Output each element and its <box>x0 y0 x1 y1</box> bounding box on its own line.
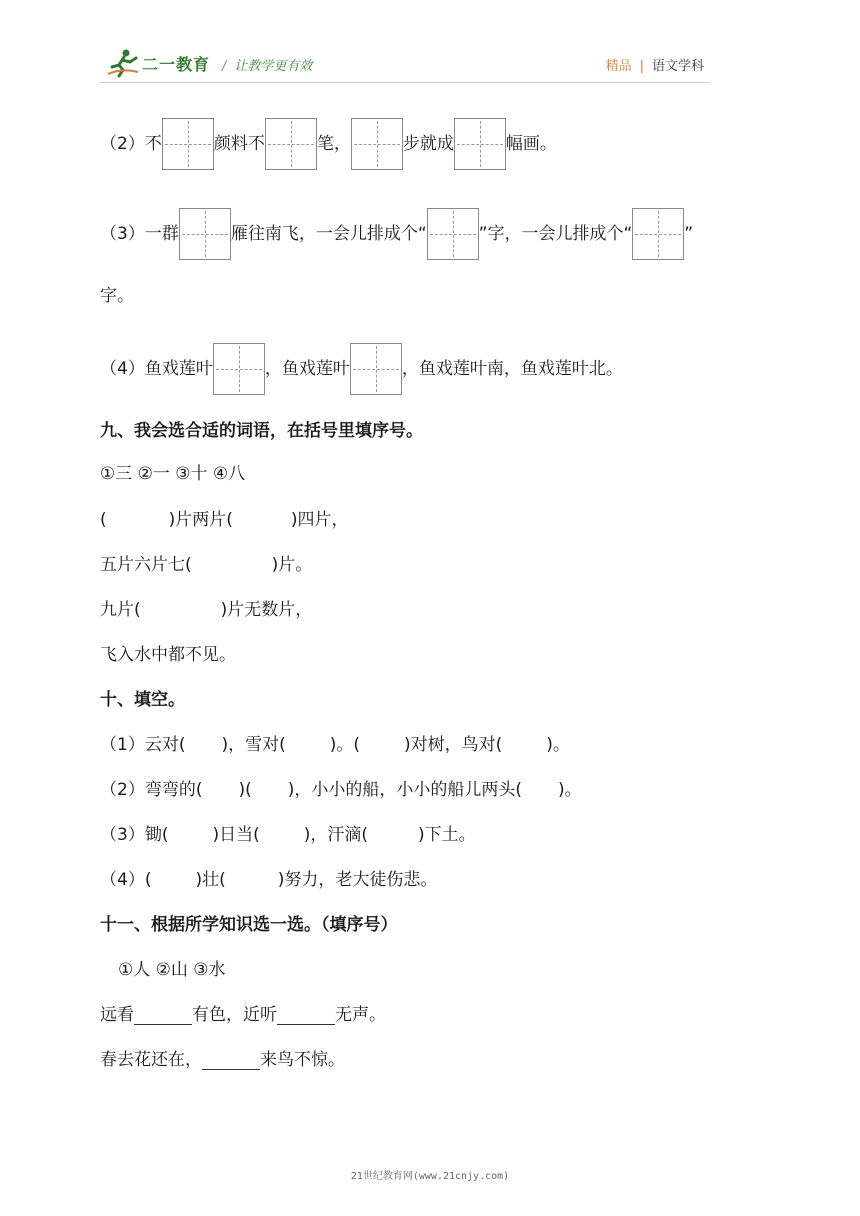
slogan <box>222 55 312 74</box>
header-rule <box>100 82 710 83</box>
text: 颜料不 <box>213 134 265 154</box>
text: 九片( <box>100 600 141 620</box>
premium-label: 精品 <box>605 59 632 74</box>
text: 笔， <box>316 134 351 154</box>
text: 有色，近听 <box>192 1005 277 1025</box>
q10-title: 十、填空。 <box>100 690 185 710</box>
q11-line-2 <box>100 1048 345 1072</box>
text: )片两片( <box>168 510 233 530</box>
q8-line-4 <box>100 343 623 395</box>
text: （2）弯弯的( <box>100 780 203 800</box>
text: 五片六片七( <box>100 555 192 575</box>
answer-blank[interactable] <box>277 1006 335 1025</box>
header-divider: | <box>639 59 644 74</box>
q11-title: 十一、根据所学知识选一选。（填序号） <box>100 915 398 935</box>
text: （3）一群 <box>100 224 179 244</box>
brand-logo <box>106 48 236 80</box>
text: 步就成 <box>402 134 454 154</box>
text: )日当( <box>212 825 260 845</box>
text: ，鱼戏莲叶南，鱼戏莲叶北。 <box>401 359 623 379</box>
tianzige-box[interactable] <box>454 118 506 170</box>
text: )，汗滴( <box>303 825 368 845</box>
text: )，雪对( <box>221 735 286 755</box>
text: )对树，鸟对( <box>403 735 503 755</box>
q9-line-4: 飞入水中都不见。 <box>100 645 236 665</box>
tianzige-box[interactable] <box>213 343 265 395</box>
q10-line-4 <box>100 868 437 892</box>
tianzige-box[interactable] <box>351 118 403 170</box>
text: ( <box>100 510 107 530</box>
text: 雁往南飞，一会儿排成个“ <box>230 224 427 244</box>
text: 无声。 <box>335 1005 386 1025</box>
text: （4）( <box>100 870 152 890</box>
slogan-separator: / <box>222 59 227 74</box>
answer-blank[interactable] <box>134 1006 192 1025</box>
slogan-text: 让教学更有效 <box>234 59 313 74</box>
tianzige-box[interactable] <box>265 118 317 170</box>
text: （3）锄( <box>100 825 169 845</box>
text: )四片， <box>290 510 349 530</box>
text: )。 <box>557 780 582 800</box>
q10-line-3 <box>100 823 476 847</box>
subject-text: 语文学科 <box>651 59 704 74</box>
text: （2）不 <box>100 134 162 154</box>
q9-options: ①三 ②一 ③十 ④八 <box>100 464 246 484</box>
tianzige-box[interactable] <box>427 208 479 260</box>
q8-line-3-cont: 字。 <box>100 286 134 306</box>
text: )片无数片， <box>220 600 313 620</box>
text: 幅画。 <box>505 134 557 154</box>
answer-blank[interactable] <box>202 1051 260 1070</box>
tianzige-box[interactable] <box>162 118 214 170</box>
tianzige-box[interactable] <box>350 343 402 395</box>
text: )( <box>238 780 252 800</box>
text: )片。 <box>271 555 313 575</box>
logo-text: 二一教育 <box>142 55 211 74</box>
text: )壮( <box>195 870 226 890</box>
text: （1）云对( <box>100 735 186 755</box>
text: ”字，一会儿排成个“ <box>478 224 633 244</box>
text: )努力，老大徒伤悲。 <box>277 870 438 890</box>
q9-line-1 <box>100 508 349 532</box>
runner-logo-icon <box>106 48 140 78</box>
q11-options: ①人 ②山 ③水 <box>118 960 226 980</box>
text: 远看 <box>100 1005 134 1025</box>
q9-title: 九、我会选合适的词语，在括号里填序号。 <box>100 421 423 441</box>
text: 春去花还在， <box>100 1050 202 1070</box>
page-header <box>100 48 710 82</box>
q9-line-3 <box>100 598 312 622</box>
text: ，鱼戏莲叶 <box>264 359 350 379</box>
text: )，小小的船，小小的船儿两头( <box>287 780 522 800</box>
text: )下土。 <box>417 825 476 845</box>
subject-label <box>606 55 704 74</box>
q11-line-1 <box>100 1003 386 1027</box>
tianzige-box[interactable] <box>179 208 231 260</box>
text: （4）鱼戏莲叶 <box>100 359 213 379</box>
text: )。 <box>546 735 570 755</box>
q8-line-3 <box>100 208 693 260</box>
q8-line-2 <box>100 118 557 170</box>
tianzige-box[interactable] <box>632 208 684 260</box>
text: ” <box>684 224 694 244</box>
q10-line-2 <box>100 778 582 802</box>
text: )。( <box>329 735 360 755</box>
text: 来鸟不惊。 <box>260 1050 345 1070</box>
q9-line-2 <box>100 553 312 577</box>
q10-line-1 <box>100 733 570 757</box>
page-footer: 21世纪教育网(www.21cnjy.com) <box>350 1171 510 1182</box>
